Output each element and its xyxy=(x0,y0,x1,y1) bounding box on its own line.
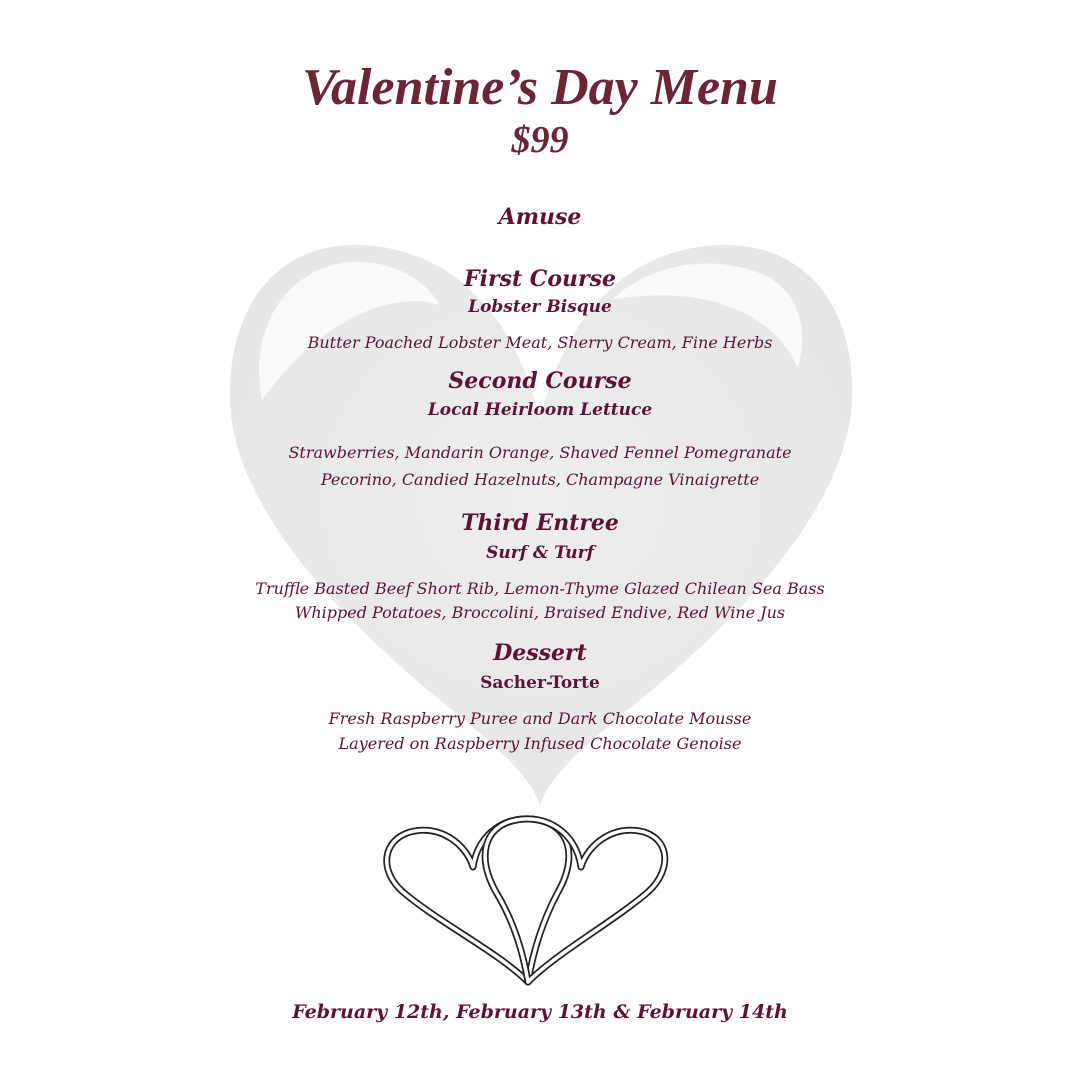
first-course-dish: Lobster Bisque xyxy=(468,297,612,317)
second-course-description-line-1: Strawberries, Mandarin Orange, Shaved Fennel Pomegranate xyxy=(288,443,792,462)
two-interlocking-hearts-icon xyxy=(378,812,670,990)
third-entree-heading: Third Entree xyxy=(461,510,619,536)
event-dates: February 12th, February 13th & February 14th xyxy=(292,1001,788,1023)
third-entree-dish: Surf & Turf xyxy=(486,543,594,563)
dessert-dish: Sacher-Torte xyxy=(480,673,600,693)
third-entree-description-line-1: Truffle Basted Beef Short Rib, Lemon-Thyme Glazed Chilean Sea Bass xyxy=(255,579,825,598)
second-course-description-line-2: Pecorino, Candied Hazelnuts, Champagne Vinaigrette xyxy=(320,470,760,489)
second-course-heading: Second Course xyxy=(448,368,632,394)
dessert-heading: Dessert xyxy=(493,640,587,666)
second-course-dish: Local Heirloom Lettuce xyxy=(427,400,653,420)
dessert-description-line-1: Fresh Raspberry Puree and Dark Chocolate Mousse xyxy=(328,709,752,728)
menu-price: $99 xyxy=(511,119,569,161)
amuse-heading: Amuse xyxy=(498,204,582,230)
menu-title: Valentine’s Day Menu xyxy=(302,59,778,116)
third-entree-description-line-2: Whipped Potatoes, Broccolini, Braised Endive, Red Wine Jus xyxy=(294,603,786,622)
first-course-description: Butter Poached Lobster Meat, Sherry Cream, Fine Herbs xyxy=(307,333,773,352)
dessert-description-line-2: Layered on Raspberry Infused Chocolate Genoise xyxy=(338,734,742,753)
first-course-heading: First Course xyxy=(464,266,616,292)
